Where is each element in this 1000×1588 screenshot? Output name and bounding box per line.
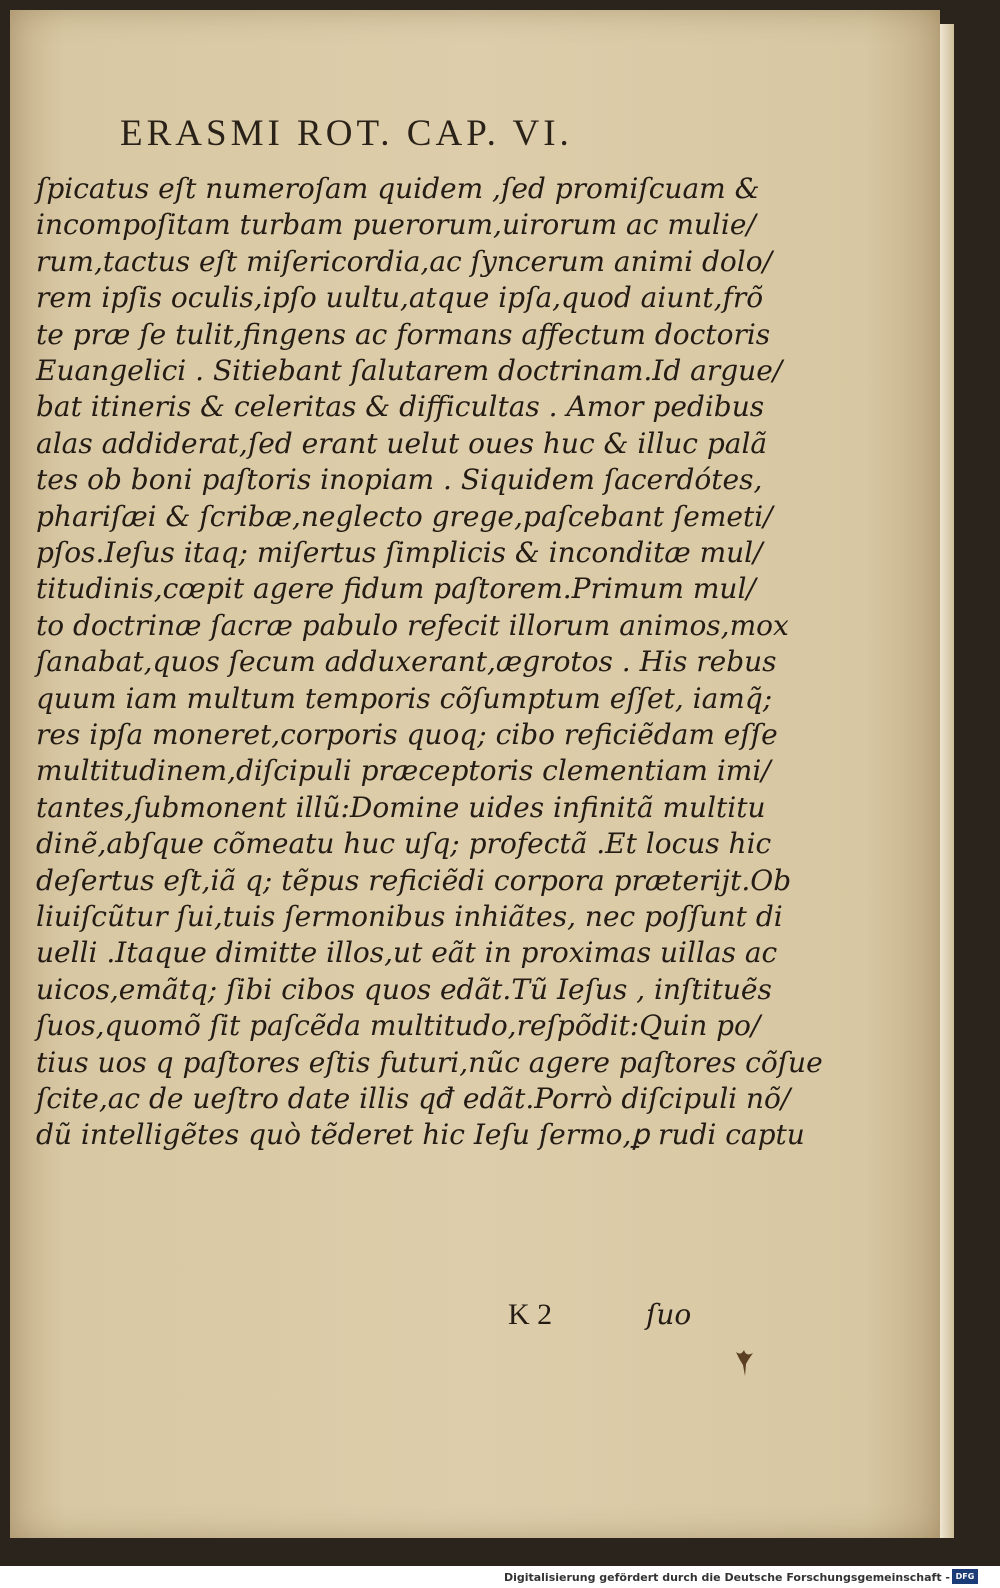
text-line: to doctrinæ ſacræ pabulo refecit illorum animos,mox xyxy=(36,609,789,642)
footer-bar xyxy=(0,1566,1000,1588)
text-line: dinẽ,abſque cõmeatu huc uſq; profectã .Et locus hic xyxy=(36,827,772,860)
text-line: phariſæi & ſcribæ,neglecto grege,paſcebant ſemeti/ xyxy=(36,500,773,533)
text-line: Euangelici . Sitiebant ſalutarem doctrinam.Id argue/ xyxy=(36,354,783,387)
text-line: multitudinem,diſcipuli præceptoris clementiam imi/ xyxy=(36,754,771,787)
text-line: rum,tactus eſt miſericordia,ac ſyncerum animi dolo/ xyxy=(36,245,773,278)
text-line: uicos,emãtq; ſibi cibos quos edãt.Tũ Ieſus , inſtituẽs xyxy=(36,973,772,1006)
text-line: pſos.Ieſus itaq; miſertus ſimplicis & inconditæ mul/ xyxy=(36,536,763,569)
text-line: titudinis,cœpit agere fidum paſtorem.Primum mul/ xyxy=(36,572,756,605)
text-line: te præ ſe tulit,fingens ac formans affectum doctoris xyxy=(36,318,771,351)
text-line: dũ intelligẽtes quò tẽderet hic Ieſu ſermo,ꝑ rudi captu xyxy=(36,1118,805,1151)
page-edge xyxy=(940,24,954,1538)
running-header: ERASMI ROT. CAP. VI. xyxy=(120,113,573,154)
text-line: ſcite,ac de ueſtro date illis qđ edãt.Porrò diſcipuli nõ/ xyxy=(36,1082,791,1115)
text-line: deſertus eſt,iã q; tẽpus reficiẽdi corpora præterijt.Ob xyxy=(36,864,792,897)
text-line: rem ipſis oculis,ipſo uultu,atque ipſa,quod aiunt,frõ xyxy=(36,281,764,314)
text-line: quum iam multum temporis cõſumptum eſſet, iamq̃; xyxy=(36,682,773,715)
text-line: tantes,ſubmonent illũ:Domine uides infinitã multitu xyxy=(36,791,766,824)
text-line: res ipſa moneret,corporis quoq; cibo reficiẽdam eſſe xyxy=(36,718,778,751)
text-line: tius uos q paſtores eſtis futuri,nũc agere paſtores cõſue xyxy=(36,1046,823,1079)
text-line: ſpicatus eſt numeroſam quidem ,ſed promiſcuam & xyxy=(36,172,760,205)
catchword: ſuo xyxy=(646,1298,692,1331)
text-line: bat itineris & celeritas & difficultas . Amor pedibus xyxy=(36,390,765,423)
signature-mark: K 2 xyxy=(508,1298,553,1331)
dfg-logo: DFG xyxy=(952,1569,978,1584)
text-line: incompoſitam turbam puerorum,uirorum ac mulie/ xyxy=(36,208,756,241)
text-line: uelli .Itaque dimitte illos,ut eãt in proximas uillas ac xyxy=(36,936,778,969)
text-line: ſuos,quomõ ſit paſcẽda multitudo,reſpõdit:Quin po/ xyxy=(36,1009,761,1042)
footer-credit: Digitalisierung gefördert durch die Deutsche Forschungsgemeinschaft - xyxy=(503,1571,950,1584)
text-line: liuiſcũtur ſui,tuis ſermonibus inhiãtes, nec poſſunt di xyxy=(36,900,783,933)
text-line: ſanabat,quos ſecum adduxerant,ægrotos . His rebus xyxy=(36,645,777,678)
text-line: alas addiderat,ſed erant uelut oues huc & illuc palã xyxy=(36,427,768,460)
ink-blot-mark xyxy=(733,1348,757,1378)
text-line: tes ob boni paſtoris inopiam . Siquidem ſacerdótes, xyxy=(36,463,763,496)
